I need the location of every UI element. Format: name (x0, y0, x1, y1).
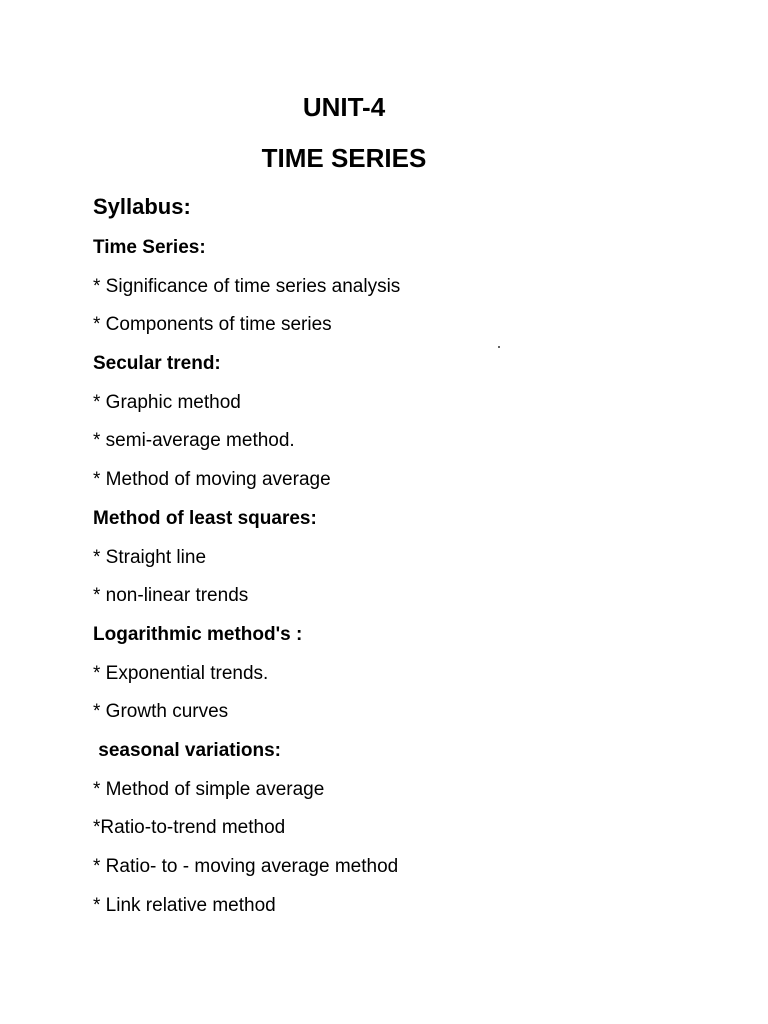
list-item: * Exponential trends. (93, 662, 269, 684)
list-item: * Method of moving average (93, 469, 331, 491)
unit-title: UNIT-4 (302, 92, 386, 122)
section-heading-secular-trend: Secular trend: (93, 353, 221, 375)
list-item: * Growth curves (93, 701, 229, 723)
list-item: * Ratio- to - moving average method (93, 856, 399, 877)
list-item: * Method of simple average (93, 778, 325, 800)
list-item: * Link relative method (93, 894, 276, 916)
list-item: * Straight line (93, 546, 207, 568)
section-heading-time-series: Time Series: (93, 237, 206, 258)
list-item: * Graphic method (93, 391, 241, 413)
list-item: * semi-average method. (93, 430, 295, 452)
stray-dot (498, 346, 500, 348)
list-item: *Ratio-to-trend method (93, 817, 286, 839)
section-heading-seasonal: seasonal variations: (93, 739, 281, 761)
syllabus-heading: Syllabus: (93, 194, 191, 219)
syllabus-list (93, 236, 400, 932)
list-item: * Components of time series (93, 314, 332, 336)
section-heading-least-squares: Method of least squares: (93, 507, 317, 529)
list-item: * non-linear trends (93, 585, 249, 607)
section-heading-logarithmic: Logarithmic method's : (93, 623, 303, 645)
list-item: * Significance of time series analysis (93, 275, 401, 297)
main-title: TIME SERIES (261, 143, 427, 173)
